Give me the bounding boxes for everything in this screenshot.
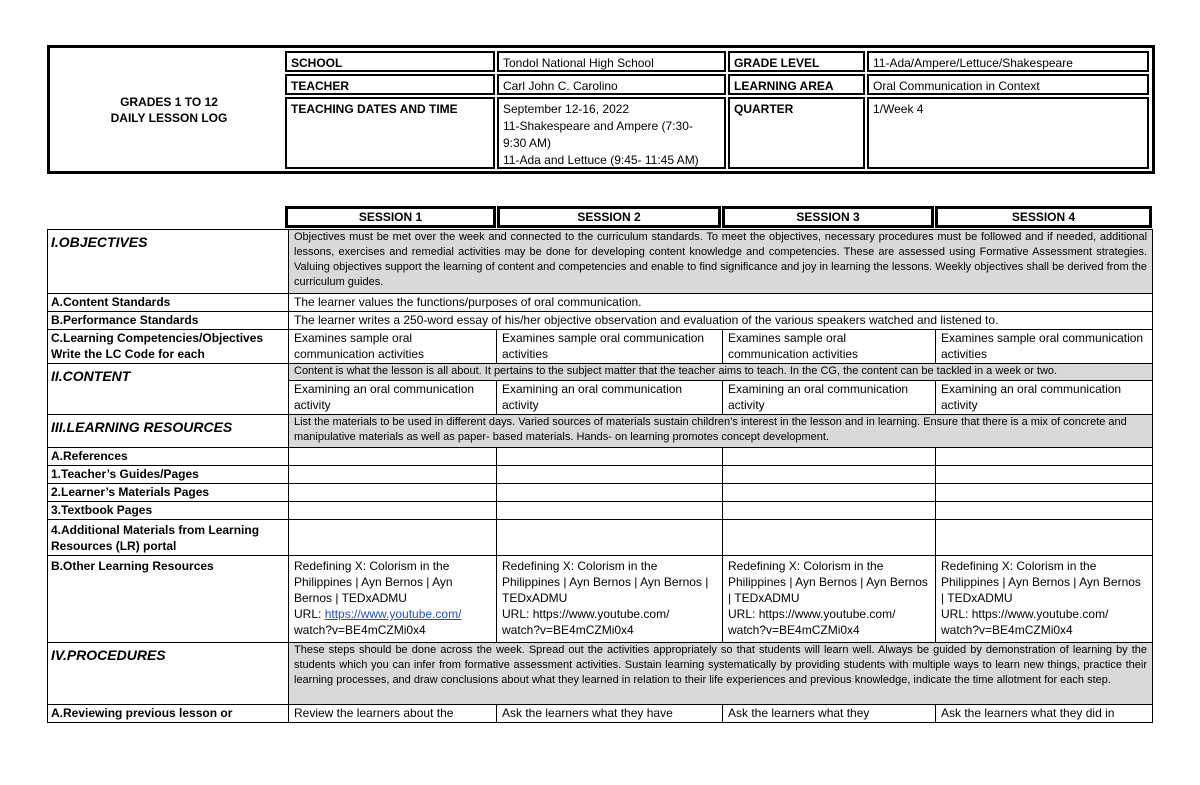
quarter-label: QUARTER [728, 97, 865, 169]
performance-standards-label: B.Performance Standards [48, 312, 289, 330]
lesson-log-table [47, 229, 1153, 723]
session-4-header: SESSION 4 [935, 206, 1152, 228]
learning-area-label: LEARNING AREA [728, 74, 865, 95]
table-row [48, 364, 1153, 381]
objectives-note: Objectives must be met over the week and connected to the curriculum standards. To meet the objectives, necessary procedures must be followed and if needed, additional lessons, exercises and remedial activities may be done for developing content knowledge and competencies. These are assessed using Formative Assessment strategies. Valuing objectives support the learning of content and competencies and enable to find significance and joy in learning the lessons. Weekly objectives shall be derived from the curriculum guides. [289, 230, 1153, 294]
url-prefix: URL: [728, 607, 759, 621]
reviewing-lesson-label: A.Reviewing previous lesson or [48, 705, 289, 723]
review-session-4: Ask the learners what they did in [936, 705, 1153, 723]
table-row [48, 330, 1153, 364]
dates-line: 11-Ada and Lettuce (9:45- 11:45 AM) [503, 153, 699, 167]
teacher-value: Carl John C. Carolino [497, 74, 726, 95]
grade-level-label: GRADE LEVEL [728, 51, 865, 72]
learners-materials-label: 2.Learner’s Materials Pages [48, 484, 289, 502]
learning-resources-note: List the materials to be used in different days. Varied sources of materials sustain children’s interest in the lesson and in learning. Ensure that there is a mix of concrete and manipulative materials as well as paper- based materials. Hands- on learning promotes concept development. [289, 415, 1153, 448]
session-2-header: SESSION 2 [497, 206, 721, 228]
review-session-2: Ask the learners what they have [497, 705, 723, 723]
procedures-note: These steps should be done across the week. Spread out the activities appropriately so that students will learn well. Always be guided by demonstration of learning by the students which you can infer from formative assessment activities. Sustain learning systematically by providing students with multiple ways to learn new things, practice their learning processes, and draw conclusions about what they learned in relation to their life experiences and previous knowledge, indicate the time allotment for each step. [289, 643, 1153, 705]
table-row [48, 466, 1153, 484]
youtube-link[interactable]: https://www.youtube.com/ [324, 607, 462, 621]
school-value: Tondol National High School [497, 51, 726, 72]
other-resources-session-2 [497, 556, 723, 643]
dates-line: September 12-16, 2022 [503, 102, 630, 116]
url-rest: watch?v=BE4mCZMi0x4 [728, 623, 860, 637]
other-resources-session-3 [723, 556, 936, 643]
content-session-4: Examining an oral communication activity [936, 381, 1153, 415]
table-row [48, 502, 1153, 520]
table-row [48, 415, 1153, 448]
table-row [48, 448, 1153, 466]
teacher-label: TEACHER [285, 74, 495, 95]
review-session-3: Ask the learners what they [723, 705, 936, 723]
teaching-dates-label: TEACHING DATES AND TIME [285, 97, 495, 169]
table-row [48, 556, 1153, 643]
title-line-1: GRADES 1 TO 12 [120, 95, 218, 109]
lc-label-line: Write the LC Code for each [51, 347, 205, 361]
resource-title: Redefining X: Colorism in the Philippines | Ayn Bernos | Ayn Bernos | TEDxADMU [941, 559, 1141, 605]
content-standards-value: The learner values the functions/purposes of oral communication. [289, 294, 1153, 312]
content-note: Content is what the lesson is all about. It pertains to the subject matter that the teacher aims to teach. In the CG, the content can be tackled in a week or two. [289, 364, 1153, 381]
content-session-3: Examining an oral communication activity [723, 381, 936, 415]
other-resources-label: B.Other Learning Resources [48, 556, 289, 643]
objectives-heading: I.OBJECTIVES [48, 230, 289, 294]
school-label: SCHOOL [285, 51, 495, 72]
title-line-2: DAILY LESSON LOG [110, 111, 228, 125]
procedures-heading: IV.PROCEDURES [48, 643, 289, 705]
resource-title: Redefining X: Colorism in the Philippines | Ayn Bernos | Ayn Bernos | TEDxADMU [728, 559, 928, 605]
url-rest: watch?v=BE4mCZMi0x4 [941, 623, 1073, 637]
table-row [48, 294, 1153, 312]
dates-line: 11-Shakespeare and Ampere (7:30- [503, 119, 693, 133]
other-resources-session-4 [936, 556, 1153, 643]
url-text: https://www.youtube.com/ [758, 607, 896, 621]
url-text: https://www.youtube.com/ [971, 607, 1109, 621]
lc-session-4: Examines sample oral communication activities [936, 330, 1153, 364]
table-row [48, 520, 1153, 556]
lc-session-2: Examines sample oral communication activities [497, 330, 723, 364]
lc-session-1: Examines sample oral communication activities [289, 330, 497, 364]
other-resources-session-1 [289, 556, 497, 643]
table-row [48, 230, 1153, 294]
table-row [48, 643, 1153, 705]
lr-portal-label: 4.Additional Materials from Learning Resources (LR) portal [48, 520, 289, 556]
lc-session-3: Examines sample oral communication activities [723, 330, 936, 364]
content-session-2: Examining an oral communication activity [497, 381, 723, 415]
table-row [48, 705, 1153, 723]
log-title [55, 50, 283, 170]
quarter-value: 1/Week 4 [867, 97, 1149, 169]
textbook-pages-label: 3.Textbook Pages [48, 502, 289, 520]
performance-standards-value: The learner writes a 250-word essay of his/her objective observation and evaluation of the various speakers watched and listened to. [289, 312, 1153, 330]
learning-competencies-label [48, 330, 289, 364]
url-text: https://www.youtube.com/ [532, 607, 670, 621]
url-prefix: URL: [294, 607, 325, 621]
url-rest: watch?v=BE4mCZMi0x4 [502, 623, 634, 637]
dates-line: 9:30 AM) [503, 136, 552, 150]
url-prefix: URL: [941, 607, 972, 621]
url-rest: watch?v=BE4mCZMi0x4 [294, 623, 426, 637]
content-session-1: Examining an oral communication activity [289, 381, 497, 415]
content-heading: II.CONTENT [48, 364, 289, 415]
url-prefix: URL: [502, 607, 533, 621]
table-row [48, 484, 1153, 502]
learning-resources-heading: III.LEARNING RESOURCES [48, 415, 289, 448]
teaching-dates-value [497, 97, 726, 169]
lc-label-line: C.Learning Competencies/Objectives [51, 331, 264, 345]
review-session-1: Review the learners about the [289, 705, 497, 723]
learning-area-value: Oral Communication in Context [867, 74, 1149, 95]
session-1-header: SESSION 1 [285, 206, 496, 228]
grade-level-value: 11-Ada/Ampere/Lettuce/Shakespeare [867, 51, 1149, 72]
references-label: A.References [48, 448, 289, 466]
resource-title: Redefining X: Colorism in the Philippines | Ayn Bernos | Ayn Bernos | TEDxADMU [502, 559, 709, 605]
resource-title: Redefining X: Colorism in the Philippines | Ayn Bernos | Ayn Bernos | TEDxADMU [294, 559, 453, 605]
content-standards-label: A.Content Standards [48, 294, 289, 312]
table-row [48, 312, 1153, 330]
teachers-guides-label: 1.Teacher’s Guides/Pages [48, 466, 289, 484]
session-3-header: SESSION 3 [722, 206, 934, 228]
